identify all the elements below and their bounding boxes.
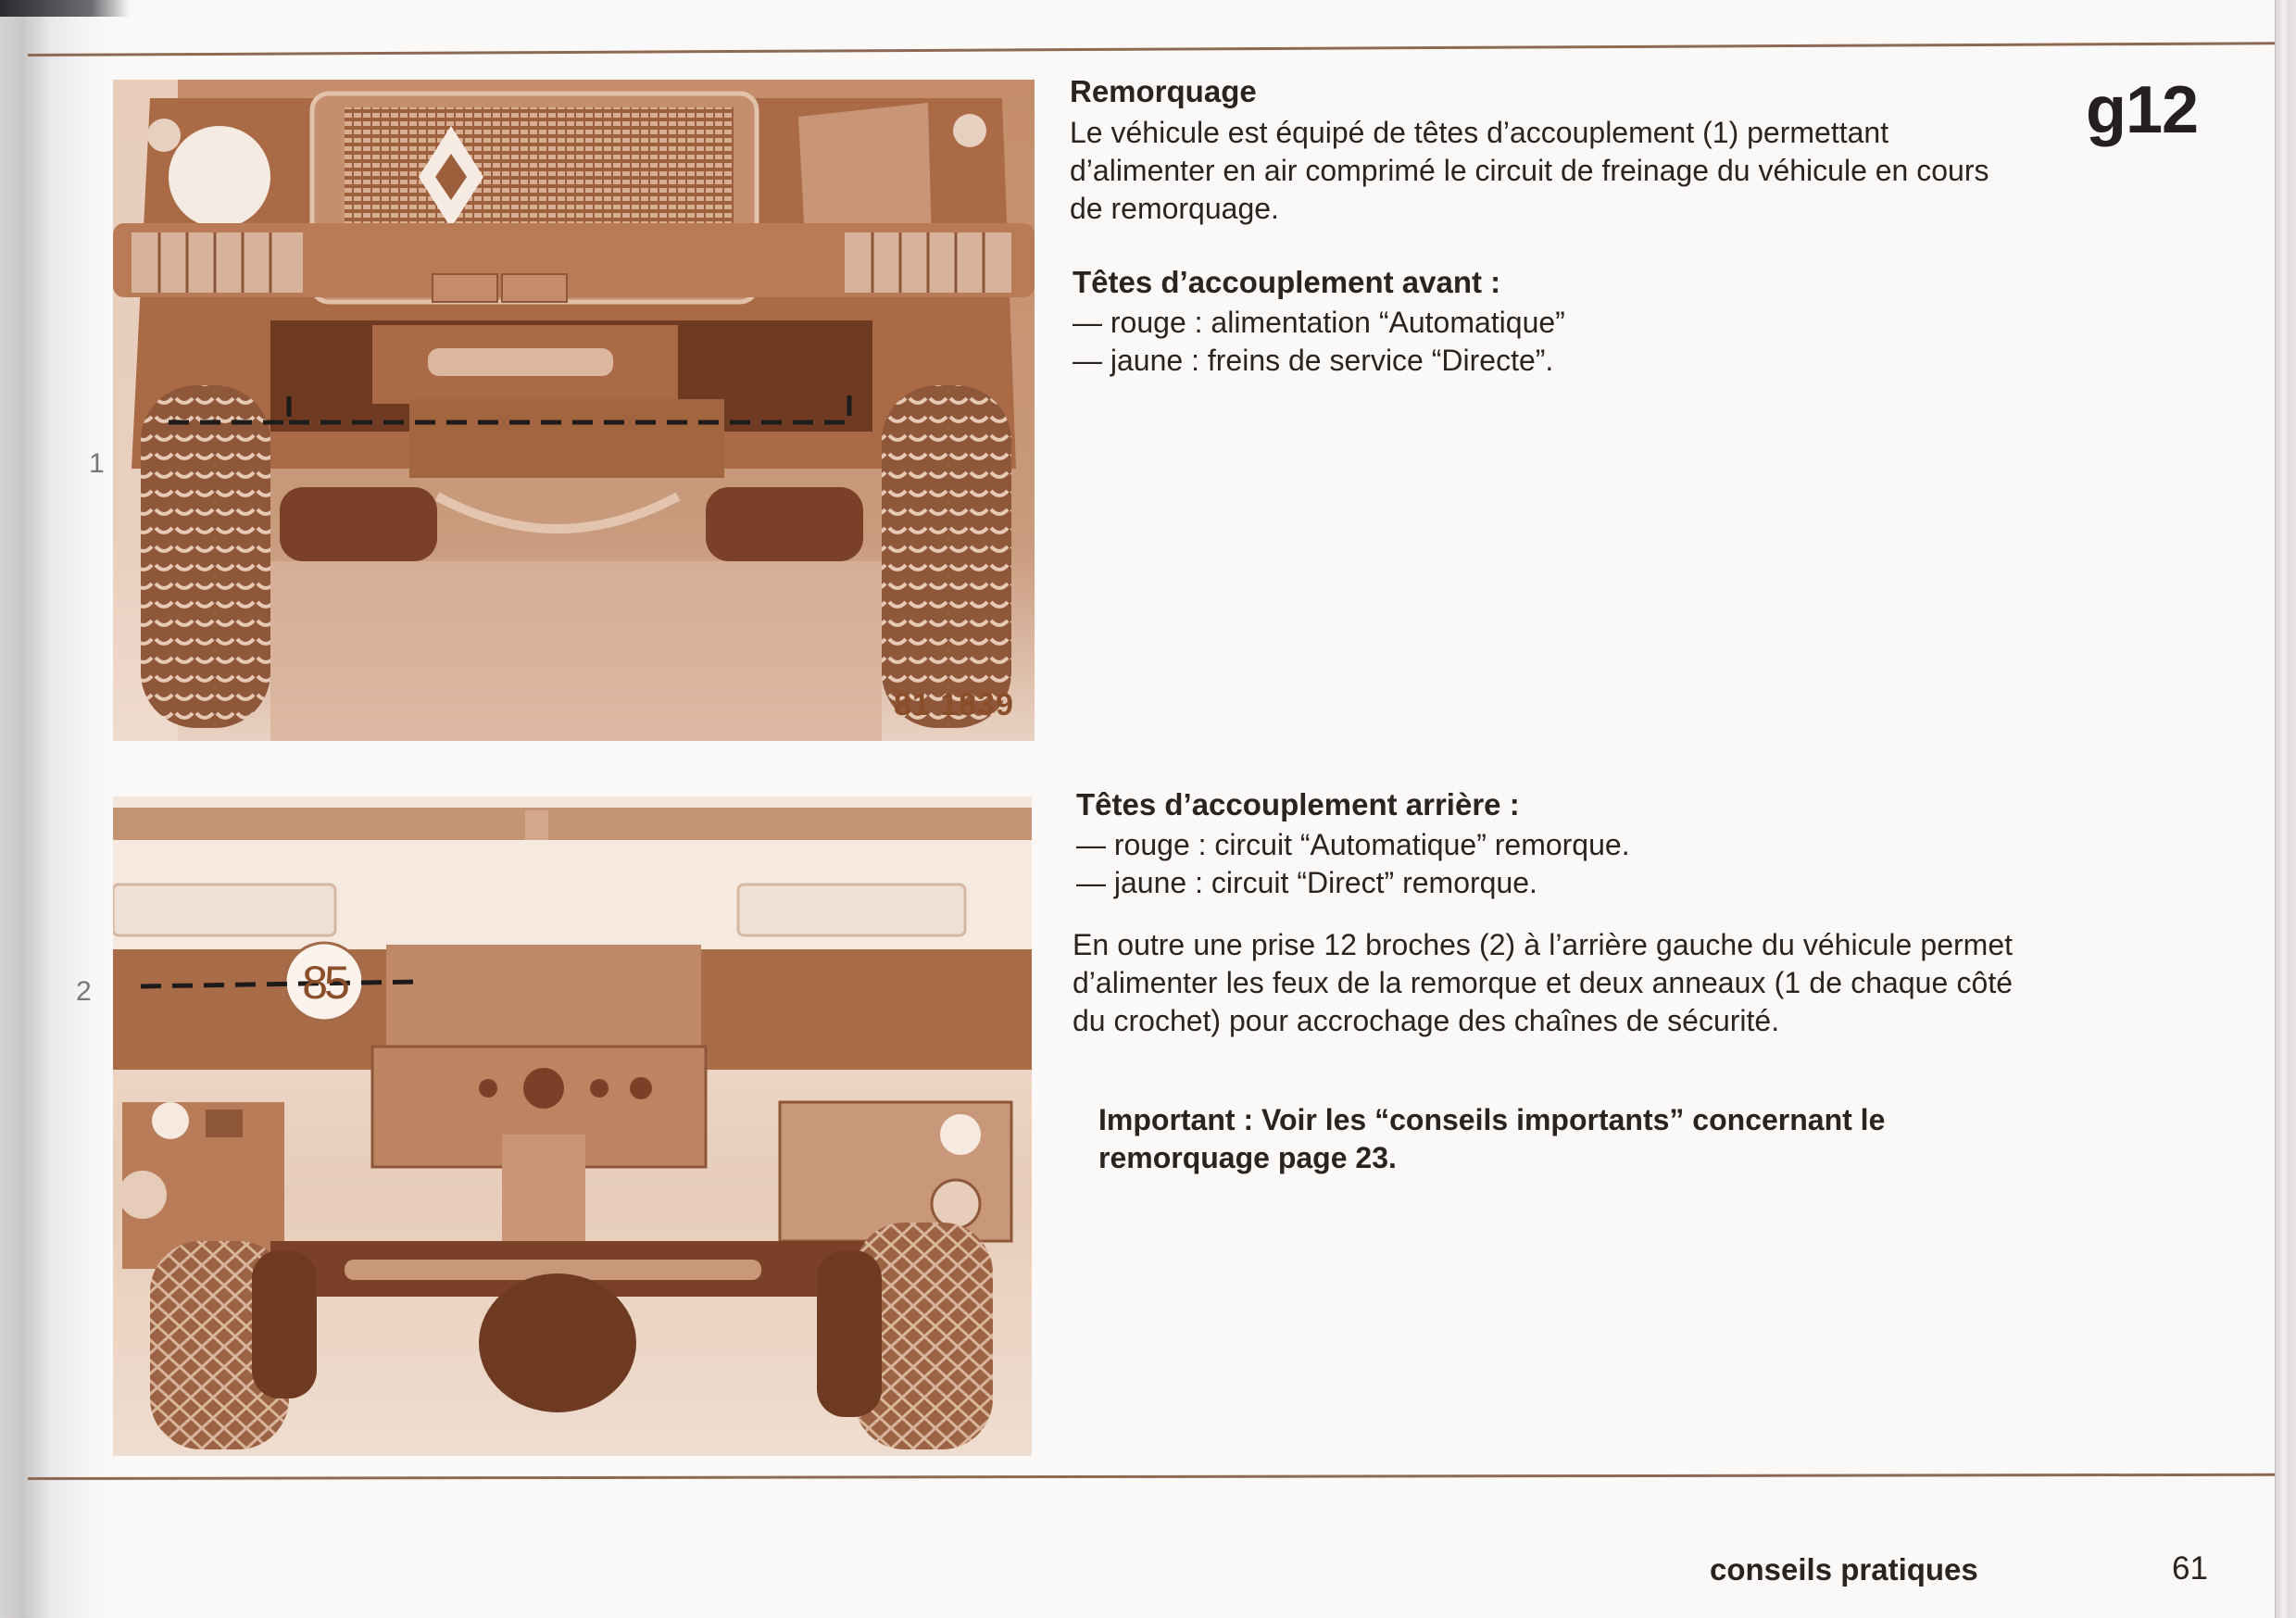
list-item: — jaune : circuit “Direct” remorque. xyxy=(1076,866,1537,899)
rear-coupling-list xyxy=(1076,826,2002,902)
photo-reference-code: 81 1839 xyxy=(894,687,1014,722)
list-item: — rouge : circuit “Automatique” remorque. xyxy=(1076,828,1630,861)
section-code: g12 xyxy=(2086,73,2199,147)
list-item: — jaune : freins de service “Directe”. xyxy=(1073,344,1554,377)
section-title: Remorquage xyxy=(1070,74,1257,108)
scan-edge-shadow xyxy=(0,0,130,17)
rear-coupling-section xyxy=(1076,785,2002,902)
rear-truck-photo xyxy=(113,796,1032,1456)
front-coupling-section xyxy=(1073,263,1999,380)
callout-number-2: 2 xyxy=(76,976,92,1007)
book-binding-edge xyxy=(2275,0,2296,1618)
callout-number-1: 1 xyxy=(89,448,105,479)
footer-section-title: conseils pratiques xyxy=(1710,1552,1978,1587)
towing-section xyxy=(1070,72,2014,228)
socket-paragraph: En outre une prise 12 broches (2) à l’arrière gauche du véhicule permet d’alimenter les feux de la remorque et deux anneaux (1 de chaque côté du crochet) pour accrochage des chaînes de sécurité. xyxy=(1073,928,2013,1037)
bottom-rule xyxy=(28,1474,2275,1480)
page-number: 61 xyxy=(2172,1550,2208,1587)
front-coupling-heading: Têtes d’accouplement avant : xyxy=(1073,265,1501,299)
important-note: Important : Voir les “conseils importants” concernant le remorquage page 23. xyxy=(1098,1103,1886,1174)
speed-limit-plate: 85 xyxy=(302,957,346,1009)
rear-coupling-heading: Têtes d’accouplement arrière : xyxy=(1076,787,1520,822)
list-item: — rouge : alimentation “Automatique” xyxy=(1073,306,1565,339)
top-rule xyxy=(28,42,2275,56)
book-gutter xyxy=(0,0,113,1618)
front-truck-photo xyxy=(113,80,1035,741)
front-coupling-list xyxy=(1073,304,1999,380)
intro-paragraph: Le véhicule est équipé de têtes d’accouplement (1) permettant d’alimenter en air comprimé le circuit de freinage du véhicule en cours de remorquage. xyxy=(1070,116,1989,225)
